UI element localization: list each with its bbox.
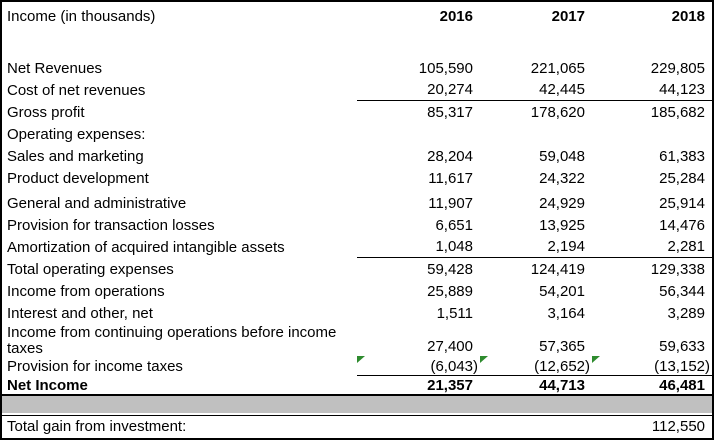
cell-2017[interactable]: 24,322: [539, 169, 585, 187]
cell-2016[interactable]: 21,357: [427, 376, 473, 394]
table-row-cost-of-net-revenues: [2, 79, 712, 101]
cell-2016[interactable]: 59,428: [427, 260, 473, 278]
cell-2018[interactable]: 46,481: [659, 376, 705, 394]
col-header-2017[interactable]: 2017: [551, 7, 585, 25]
error-indicator-icon: [480, 356, 488, 363]
cell-2016[interactable]: 105,590: [418, 59, 473, 77]
error-indicator-icon: [592, 356, 600, 363]
footer-label[interactable]: Total gain from investment:: [7, 418, 187, 435]
row-label[interactable]: Interest and other, net: [7, 304, 153, 322]
cell-2017[interactable]: 2,194: [480, 236, 592, 258]
cell-2016[interactable]: 11,617: [428, 169, 473, 187]
footer-value[interactable]: 112,550: [651, 418, 705, 435]
table-row-operating-expenses-heading: [2, 123, 712, 145]
cell-value: (12,652): [534, 357, 590, 375]
table-row-provision-transaction-losses: [2, 214, 712, 236]
table-row-sales-and-marketing: [2, 145, 712, 167]
cell-2018[interactable]: 25,914: [659, 194, 705, 212]
cell-2017[interactable]: 178,620: [530, 103, 585, 121]
table-row-amortization: [2, 236, 712, 258]
cell-value: (6,043): [430, 357, 478, 375]
cell-2017[interactable]: 59,048: [539, 147, 585, 165]
col-header-2016[interactable]: 2016: [439, 7, 473, 25]
cell-2018[interactable]: [592, 357, 712, 376]
cell-2018[interactable]: 61,383: [659, 147, 705, 165]
cell-2018[interactable]: 185,682: [650, 103, 705, 121]
cell-2018[interactable]: 56,344: [659, 282, 705, 300]
sheet-title: Income (in thousands): [7, 7, 156, 25]
cell-2016[interactable]: 20,274: [357, 79, 480, 101]
cell-2018[interactable]: [592, 123, 712, 145]
cell-2018[interactable]: 25,284: [659, 169, 705, 187]
cell-2016[interactable]: [357, 123, 480, 145]
table-row-interest-and-other: [2, 302, 712, 324]
cell-value: (13,152): [654, 357, 710, 375]
cell-2017[interactable]: 42,445: [480, 79, 592, 101]
table-row-net-revenues: [2, 57, 712, 79]
cell-2017[interactable]: [480, 357, 592, 376]
cell-2018[interactable]: 2,281: [592, 236, 712, 258]
table-row-gross-profit: [2, 101, 712, 123]
header-row: [2, 2, 712, 30]
table-row-income-from-operations: [2, 280, 712, 302]
row-label[interactable]: Gross profit: [7, 103, 85, 121]
error-indicator-icon: [357, 356, 365, 363]
cell-2016[interactable]: 25,889: [427, 282, 473, 300]
cell-2016[interactable]: 28,204: [427, 147, 473, 165]
row-label[interactable]: Amortization of acquired intangible assets: [7, 238, 285, 256]
cell-2016[interactable]: 27,400: [427, 338, 473, 355]
table-row-total-operating-expenses: [2, 258, 712, 280]
table-row-general-and-administrative: [2, 192, 712, 214]
cell-2018[interactable]: 3,289: [667, 304, 705, 322]
row-label[interactable]: Provision for income taxes: [7, 358, 183, 375]
gray-separator-band: [2, 396, 712, 413]
cell-2018[interactable]: 229,805: [650, 59, 705, 77]
cell-2016[interactable]: [357, 357, 480, 376]
cell-2017[interactable]: 124,419: [530, 260, 585, 278]
row-label[interactable]: Provision for transaction losses: [7, 216, 215, 234]
row-label[interactable]: General and administrative: [7, 194, 187, 212]
cell-2017[interactable]: 13,925: [539, 216, 585, 234]
cell-2017[interactable]: 57,365: [539, 338, 585, 355]
cell-2016[interactable]: 6,651: [435, 216, 473, 234]
row-label[interactable]: Sales and marketing: [7, 147, 144, 165]
cell-2017[interactable]: 221,065: [530, 59, 585, 77]
cell-2018[interactable]: 129,338: [650, 260, 705, 278]
cell-2017[interactable]: 54,201: [539, 282, 585, 300]
cell-2017[interactable]: [480, 123, 592, 145]
table-row-net-income: [2, 376, 712, 396]
row-label[interactable]: Income from operations: [7, 282, 165, 300]
row-label[interactable]: Net Revenues: [7, 59, 103, 77]
row-label[interactable]: Income from continuing operations before income taxes: [7, 324, 337, 357]
cell-2016[interactable]: 1,511: [436, 304, 473, 322]
table-row-provision-income-taxes: [2, 357, 712, 376]
table-row-product-development: [2, 167, 712, 189]
footer-row: [2, 415, 712, 437]
cell-2018[interactable]: 14,476: [659, 216, 705, 234]
table-row-income-before-taxes: [2, 324, 712, 357]
cell-2017[interactable]: 24,929: [539, 194, 585, 212]
blank-row: [2, 30, 712, 57]
row-label[interactable]: Cost of net revenues: [7, 81, 146, 99]
cell-2017[interactable]: 3,164: [547, 304, 585, 322]
row-label[interactable]: Operating expenses:: [7, 125, 146, 143]
row-label[interactable]: Product development: [7, 169, 149, 187]
cell-2016[interactable]: 85,317: [427, 103, 473, 121]
cell-2016[interactable]: 11,907: [428, 194, 473, 212]
row-label[interactable]: Net Income: [7, 376, 88, 394]
cell-2016[interactable]: 1,048: [357, 236, 480, 258]
cell-2018[interactable]: 59,633: [659, 338, 705, 355]
row-label[interactable]: Total operating expenses: [7, 260, 174, 278]
cell-2017[interactable]: 44,713: [539, 376, 585, 394]
col-header-2018[interactable]: 2018: [671, 7, 705, 25]
cell-2018[interactable]: 44,123: [592, 79, 712, 101]
